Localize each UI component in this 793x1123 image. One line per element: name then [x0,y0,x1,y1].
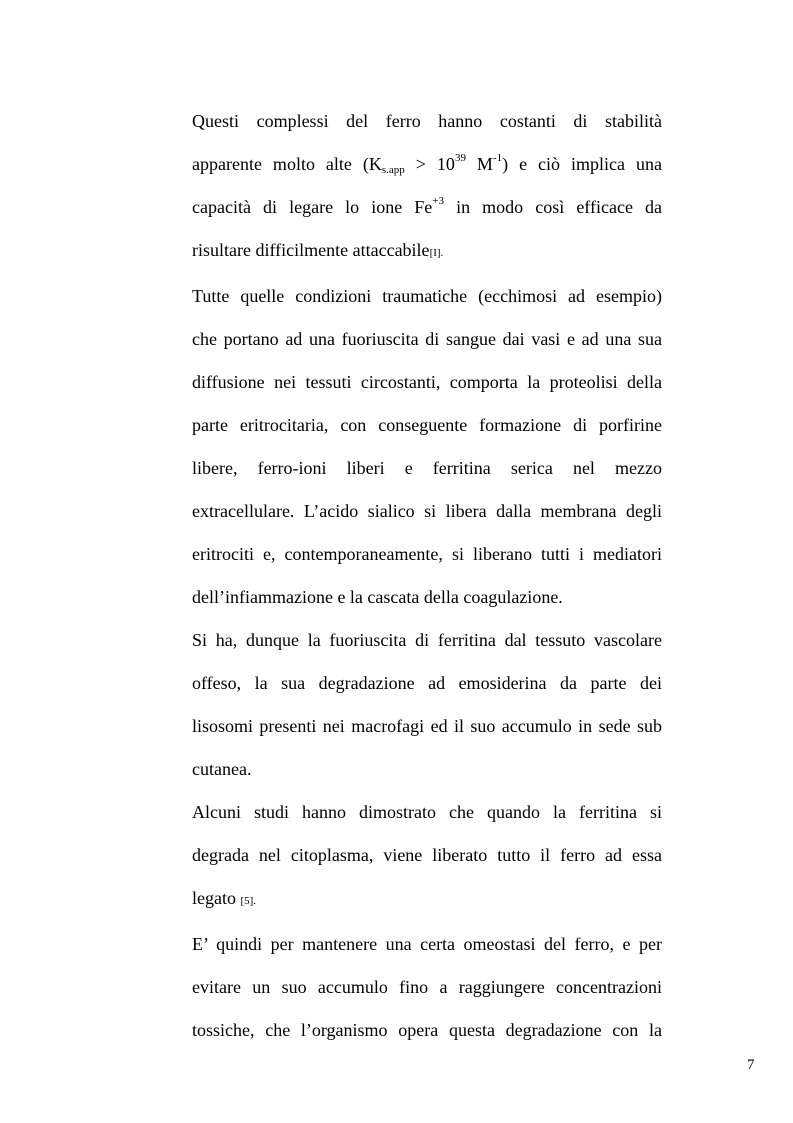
paragraph [192,275,662,619]
superscript: +3 [432,195,445,207]
text-line [192,877,662,923]
text-line [192,100,662,143]
text-line [192,705,662,748]
text-segment: che portano ad una fuoriuscita di sangue dai vasi e ad una sua [192,329,662,349]
text-line [192,447,662,490]
text-line [192,533,662,576]
text-line [192,186,662,229]
text-segment: E’ quindi per mantenere una certa omeostasi del ferro, e per [192,934,662,954]
text-line [192,318,662,361]
text-line [192,143,662,186]
text-line [192,791,662,834]
text-segment: risultare difficilmente attaccabile [192,240,430,260]
text-segment: Si ha, dunque la fuoriuscita di ferritina dal tessuto vascolare [192,630,662,650]
paragraph [192,619,662,791]
text-line [192,1009,662,1052]
text-line [192,361,662,404]
text-segment: dell’infiammazione e la cascata della coagulazione. [192,587,563,607]
page-number: 7 [747,1057,755,1073]
text-segment: legato [192,888,241,908]
text-line [192,748,662,791]
text-line [192,490,662,533]
text-segment: cutanea. [192,759,252,779]
text-segment: tossiche, che l’organismo opera questa degradazione con la [192,1020,662,1040]
text-segment: libere, ferro-ioni liberi e ferritina serica nel mezzo [192,458,662,478]
text-segment: parte eritrocitaria, con conseguente formazione di porfirine [192,415,662,435]
text-segment: evitare un suo accumulo fino a raggiungere concentrazioni [192,977,662,997]
text-line [192,619,662,662]
text-segment: M [465,154,493,174]
text-segment: in modo così efficace da [444,197,662,217]
text-segment: > 10 [404,154,455,174]
body-text [192,100,662,1052]
text-segment: apparente molto alte (K [192,154,382,174]
text-line [192,662,662,705]
text-line [192,834,662,877]
text-segment: Alcuni studi hanno dimostrato che quando la ferritina si [192,802,662,822]
text-segment: offeso, la sua degradazione ad emosiderina da parte dei [192,673,662,693]
text-line [192,229,662,275]
citation-reference: [I]. [429,247,444,259]
subscript: s.app [381,164,405,176]
text-line [192,923,662,966]
text-segment: extracellulare. L’acido sialico si libera dalla membrana degli [192,501,662,521]
text-segment: lisosomi presenti nei macrofagi ed il suo accumulo in sede sub [192,716,662,736]
text-segment: capacità di legare lo ione Fe [192,197,433,217]
paragraph [192,923,662,1052]
superscript: 39 [454,152,466,164]
citation-reference: [5]. [240,895,257,907]
paragraph [192,791,662,923]
text-line [192,275,662,318]
text-line [192,404,662,447]
superscript: -1 [492,152,503,164]
paragraph [192,100,662,275]
text-segment: ) e ciò implica una [502,154,662,174]
text-segment: degrada nel citoplasma, viene liberato tutto il ferro ad essa [192,845,662,865]
text-segment: diffusione nei tessuti circostanti, comporta la proteolisi della [192,372,662,392]
text-segment: Questi complessi del ferro hanno costanti di stabilità [192,111,662,131]
text-line [192,576,662,619]
text-line [192,966,662,1009]
text-segment: Tutte quelle condizioni traumatiche (ecchimosi ad esempio) [192,286,662,306]
text-segment: eritrociti e, contemporaneamente, si liberano tutti i mediatori [192,544,662,564]
